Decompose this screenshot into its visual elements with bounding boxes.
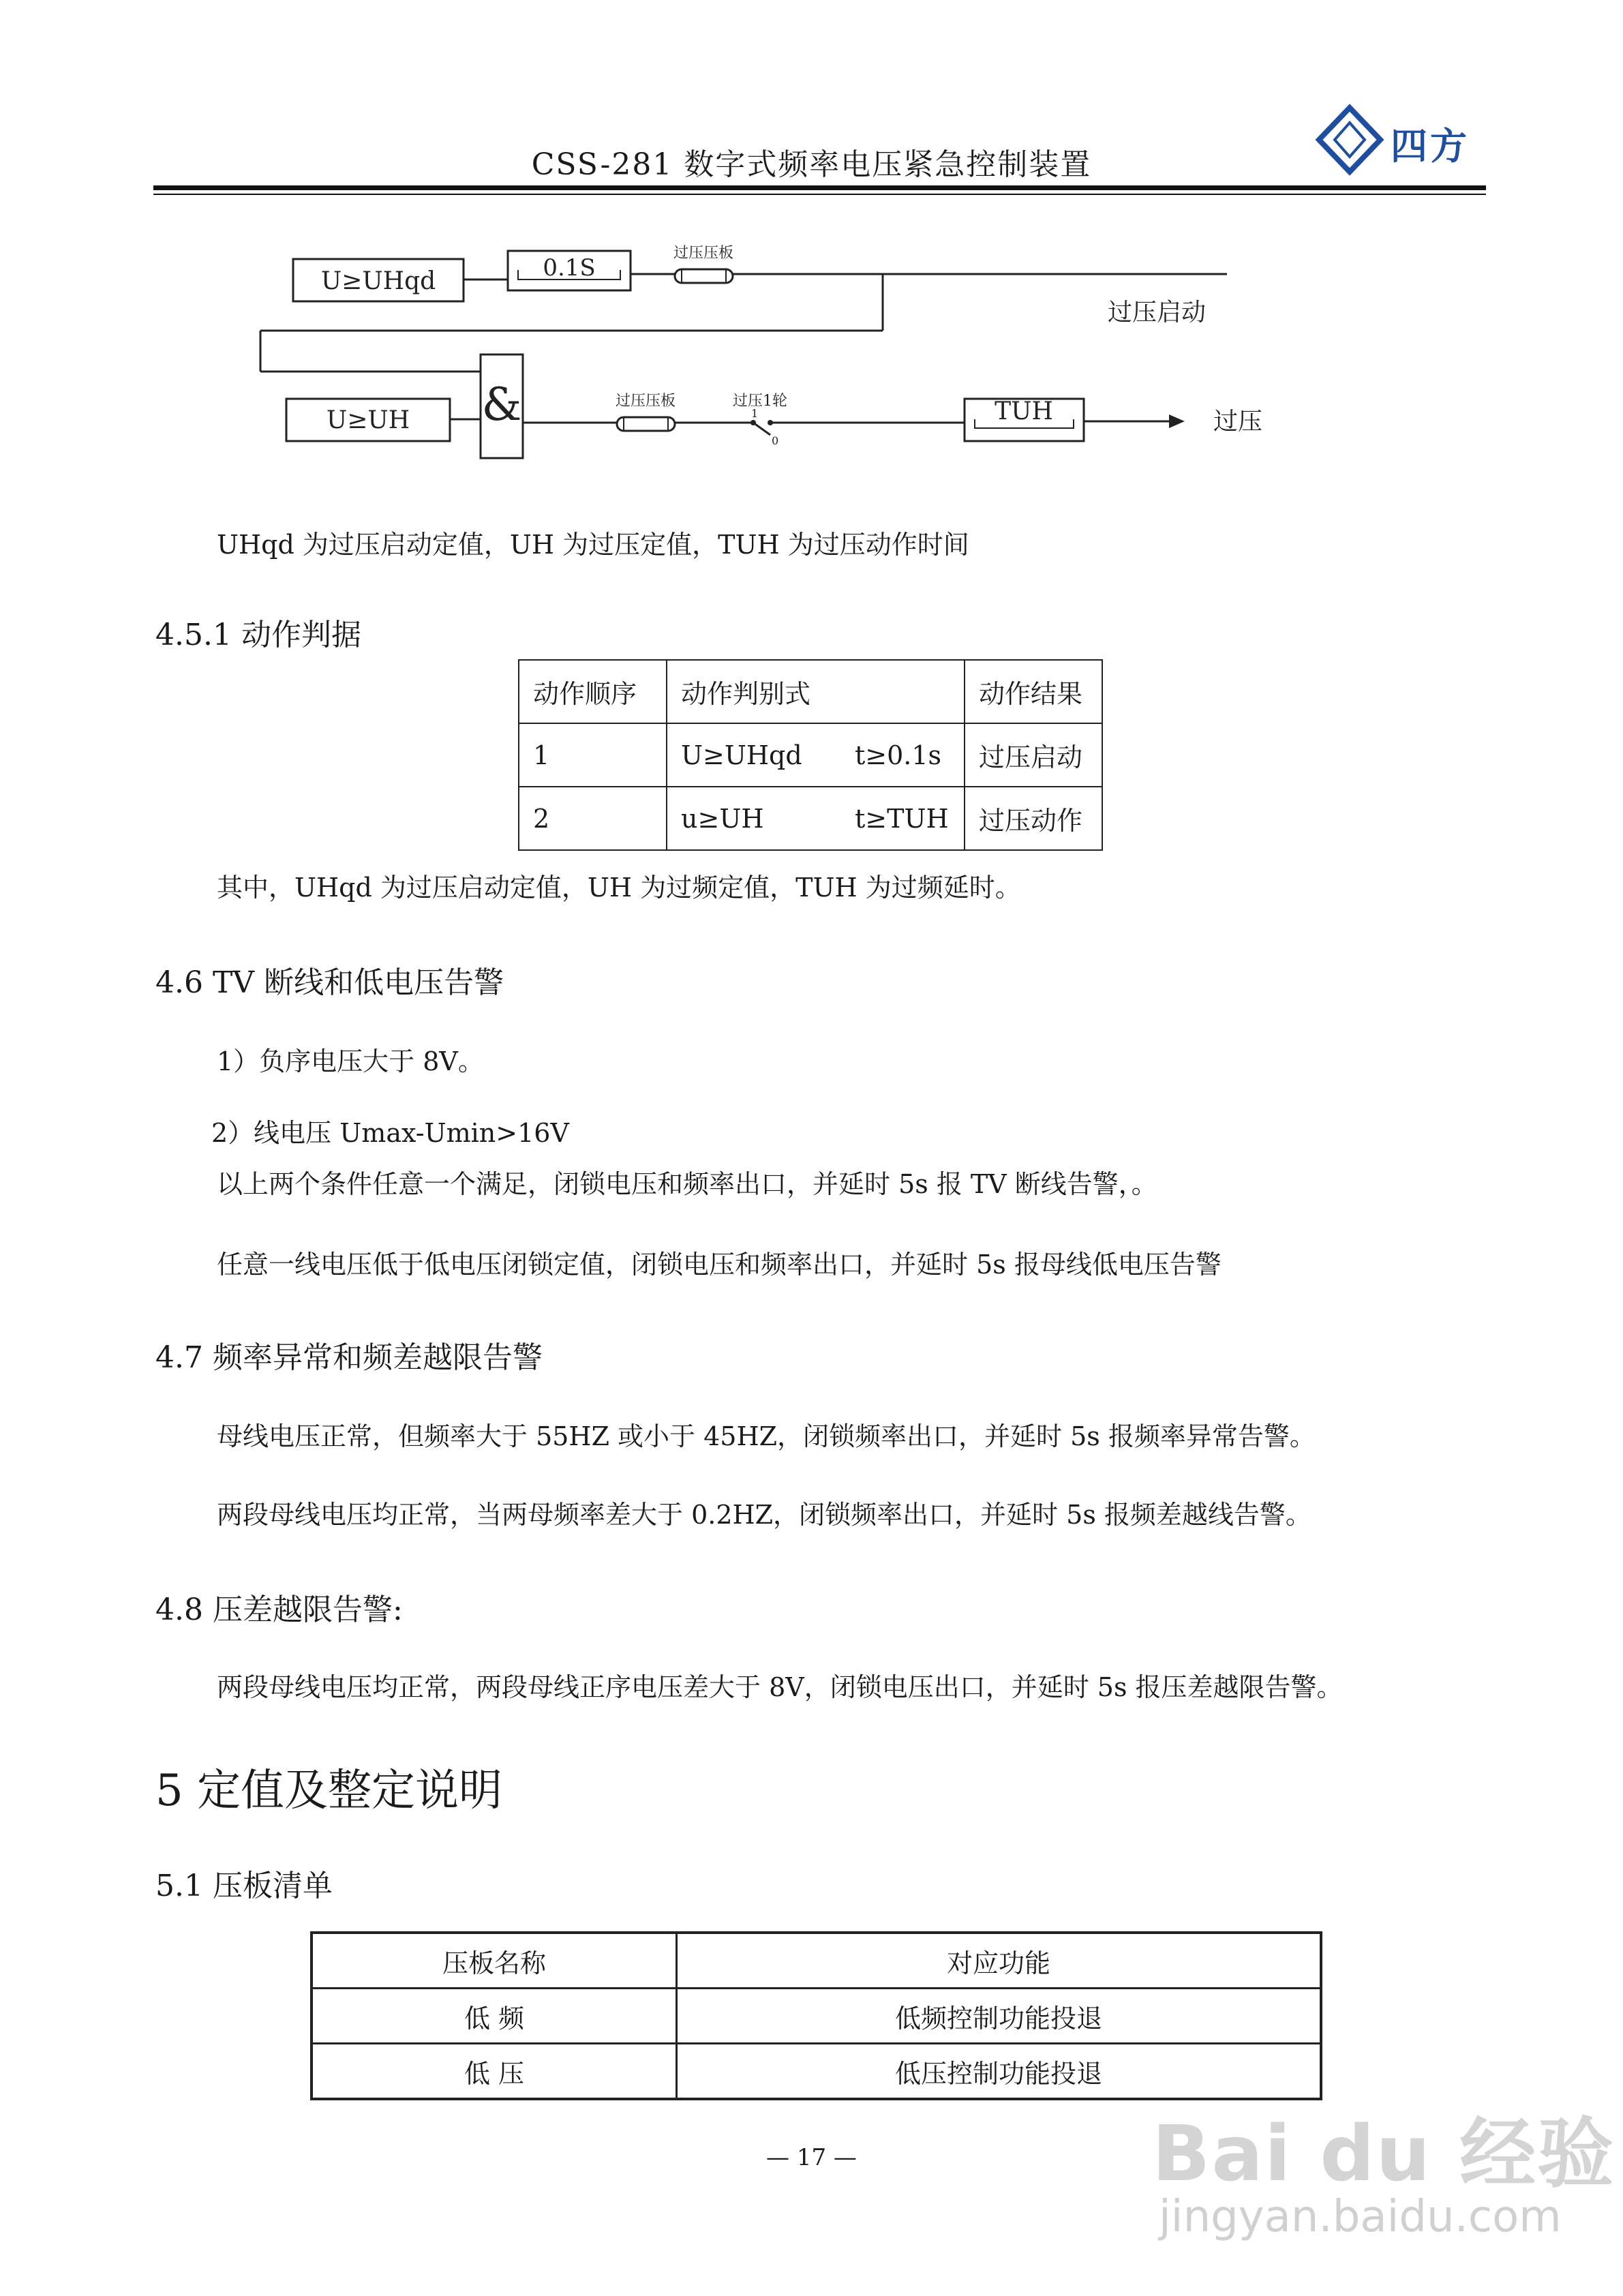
switch-pos-0: 0	[772, 434, 779, 447]
logo-text: 四方	[1391, 125, 1470, 168]
condition-text: U≥UHqd	[681, 740, 802, 770]
table-note: 其中，UHqd 为过压启动定值，UH 为过频定值，TUH 为过频延时。	[217, 873, 1021, 903]
table-row	[312, 1989, 1321, 2044]
switch-label: 过压1轮	[733, 393, 787, 410]
document-title: CSS-281 数字式频率电压紧急控制装置	[531, 147, 1092, 182]
table-header-cell: 压板名称	[312, 1933, 677, 1989]
delay-box-label: 0.1S	[543, 254, 596, 282]
condition-cell	[667, 787, 965, 850]
output-start-label: 过压启动	[1108, 299, 1207, 327]
order-cell: 2	[519, 787, 667, 850]
table-header-row	[312, 1933, 1321, 1989]
page-number: — 17 —	[766, 2144, 857, 2171]
table-header-cell: 动作结果	[965, 660, 1102, 723]
plate-function-cell: 低频控制功能投退	[677, 1989, 1322, 2044]
overvoltage-logic-diagram	[245, 232, 1336, 477]
result-cell: 过压启动	[965, 723, 1102, 787]
table-row	[519, 723, 1102, 787]
table-row	[312, 2044, 1321, 2100]
paragraph: 任意一线电压低于低电压闭锁定值，闭锁电压和频率出口，并延时 5s 报母线低电压告警	[217, 1250, 1222, 1280]
table-header-row	[519, 660, 1102, 723]
bottom-plate-icon	[617, 417, 675, 431]
table-header-cell: 对应功能	[677, 1933, 1322, 1989]
section-4-7-heading: 4.7 频率异常和频差越限告警	[155, 1340, 543, 1375]
top-plate-label: 过压压板	[673, 245, 734, 262]
header-rule-thick	[153, 185, 1486, 190]
paragraph: 母线电压正常，但频率大于 55HZ 或小于 45HZ，闭锁频率出口，并延时 5s 报频率异常告警。	[217, 1421, 1316, 1451]
paragraph: 两段母线电压均正常，当两母频率差大于 0.2HZ，闭锁频率出口，并延时 5s 报频差越线告警。	[217, 1500, 1311, 1530]
baidu-watermark: Bai du 经验	[1152, 2110, 1616, 2199]
plate-name-cell: 低 频	[312, 1989, 677, 2044]
bottom-plate-label: 过压压板	[615, 393, 676, 410]
table-header-cell: 动作顺序	[519, 660, 667, 723]
diagram-legend: UHqd 为过压启动定值，UH 为过压定值，TUH 为过压动作时间	[217, 530, 969, 560]
chapter-5-heading: 5 定值及整定说明	[155, 1766, 503, 1816]
time-text: t≥0.1s	[855, 740, 942, 770]
header-rule-thin	[153, 194, 1486, 195]
paragraph: 两段母线电压均正常，两段母线正序电压差大于 8V，闭锁电压出口，并延时 5s 报压差越限告警。	[217, 1672, 1343, 1702]
plate-name-cell: 低 压	[312, 2044, 677, 2100]
action-criteria-table	[518, 659, 1103, 851]
and-gate-symbol: &	[481, 378, 522, 431]
condition-cell	[667, 723, 965, 787]
section-4-5-1-heading: 4.5.1 动作判据	[155, 618, 361, 652]
uhqd-box-label: U≥UHqd	[320, 267, 436, 295]
uh-box-label: U≥UH	[326, 406, 410, 434]
section-4-8-heading: 4.8 压差越限告警:	[155, 1592, 403, 1627]
output-arrow-icon	[1169, 414, 1185, 428]
pressure-plate-table	[310, 1931, 1322, 2100]
plate-function-cell: 低压控制功能投退	[677, 2044, 1322, 2100]
top-plate-icon	[675, 269, 733, 283]
output-trip-label: 过压	[1213, 408, 1263, 436]
tuh-box-label: TUH	[995, 397, 1053, 425]
list-item: 1）负序电压大于 8V。	[217, 1046, 484, 1076]
paragraph: 以上两个条件任意一个满足，闭锁电压和频率出口，并延时 5s 报 TV 断线告警，。	[217, 1169, 1157, 1199]
table-header-cell: 动作判别式	[667, 660, 965, 723]
condition-text: u≥UH	[681, 803, 764, 834]
section-4-6-heading: 4.6 TV 断线和低电压告警	[155, 965, 504, 1000]
time-text: t≥TUH	[855, 803, 949, 834]
switch-pos-1: 1	[751, 407, 759, 420]
table-row	[519, 787, 1102, 850]
result-cell: 过压动作	[965, 787, 1102, 850]
order-cell: 1	[519, 723, 667, 787]
list-item: 2）线电压 Umax-Umin>16V	[211, 1118, 569, 1148]
baidu-watermark-url: jingyan.baidu.com	[1159, 2192, 1562, 2242]
section-5-1-heading: 5.1 压板清单	[155, 1869, 333, 1903]
